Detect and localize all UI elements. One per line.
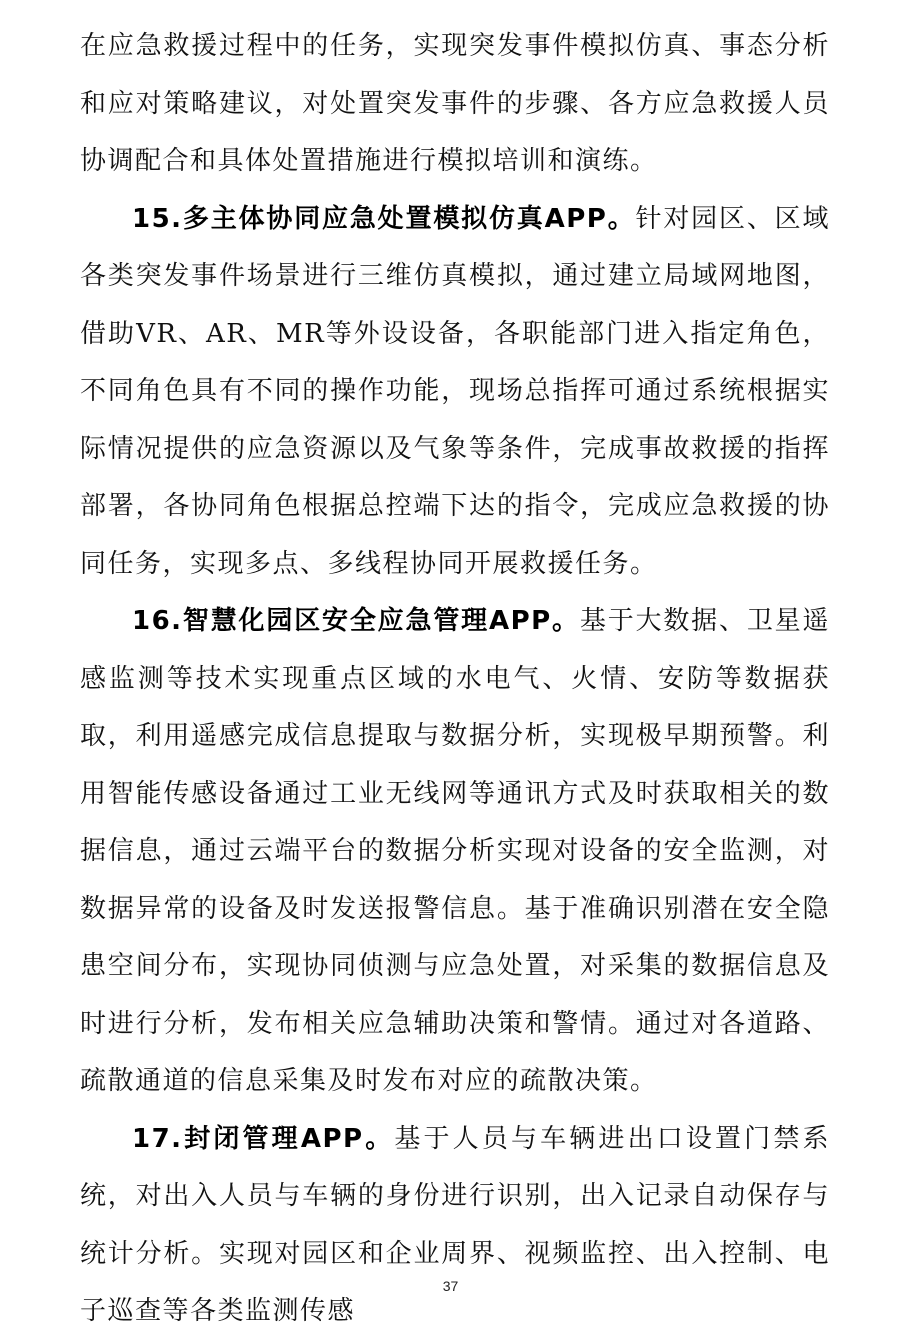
paragraph-item-17 <box>80 1111 830 1341</box>
item-heading: 17.封闭管理APP。 <box>132 1123 395 1154</box>
page-number: 37 <box>442 1278 459 1294</box>
paragraph-text: 基于大数据、卫星遥感监测等技术实现重点区域的水电气、火情、安防等数据获取，利用遥感完成信息提取与数据分析，实现极早期预警。利用智能传感设备通过工业无线网等通讯方式及时获取相关的数据信息，通过云端平台的数据分析实现对设备的安全监测，对数据异常的设备及时发送报警信息。基于准确识别潜在安全隐患空间分布，实现协同侦测与应急处置，对采集的数据信息及时进行分析，发布相关应急辅助决策和警情。通过对各道路、疏散通道的信息采集及时发布对应的疏散决策。 <box>80 606 830 1096</box>
paragraph-continuation <box>80 18 830 191</box>
body-text <box>80 18 830 1341</box>
item-heading: 16.智慧化园区安全应急管理APP。 <box>132 606 580 636</box>
paragraph-item-16 <box>80 593 830 1111</box>
item-heading: 15.多主体协同应急处置模拟仿真APP。 <box>132 203 636 234</box>
paragraph-text: 针对园区、区域各类突发事件场景进行三维仿真模拟，通过建立局域网地图，借助VR、AR、MR等外设设备，各职能部门进入指定角色，不同角色具有不同的操作功能，现场总指挥可通过系统根据实际情况提供的应急资源以及气象等条件，完成事故救援的指挥部署，各协同角色根据总控端下达的指令，完成应急救援的协同任务，实现多点、多线程协同开展救援任务。 <box>80 203 830 579</box>
paragraph-text: 在应急救援过程中的任务，实现突发事件模拟仿真、事态分析和应对策略建议，对处置突发事件的步骤、各方应急救援人员协调配合和具体处置措施进行模拟培训和演练。 <box>80 31 830 176</box>
paragraph-text: 基于人员与车辆进出口设置门禁系统，对出入人员与车辆的身份进行识别，出入记录自动保存与统计分析。实现对园区和企业周界、视频监控、出入控制、电子巡查等各类监测传感 <box>80 1123 830 1326</box>
paragraph-item-15 <box>80 191 830 594</box>
